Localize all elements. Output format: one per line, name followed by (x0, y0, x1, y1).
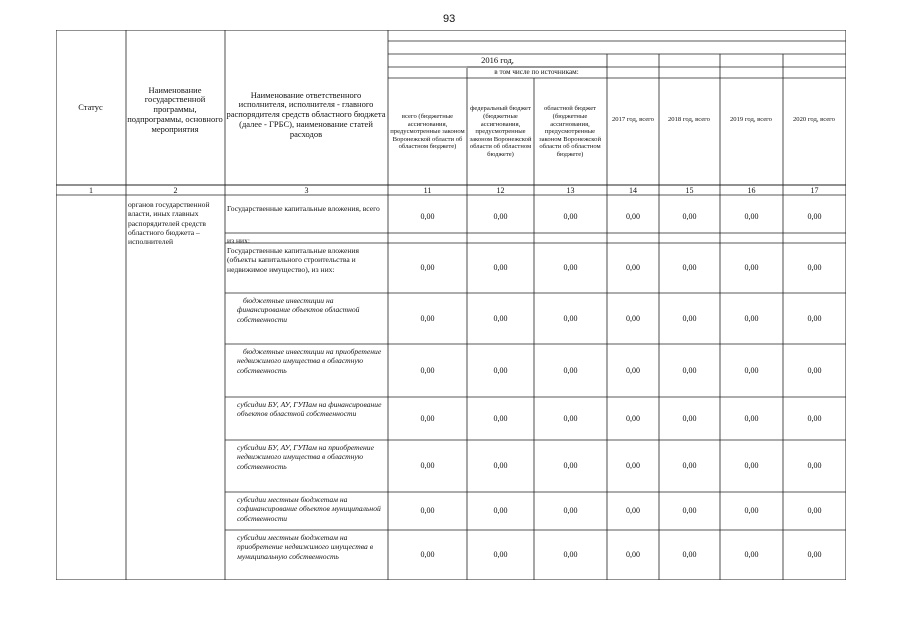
value-cell: 0,00 (807, 313, 822, 323)
value-cell: 0,00 (493, 461, 508, 471)
value-cell: 0,00 (807, 212, 822, 222)
value-cell: 0,00 (807, 461, 822, 471)
value-cell: 0,00 (420, 413, 435, 423)
value-cell: 0,00 (626, 550, 640, 560)
row-label: субсидии БУ, АУ, ГУПам на приобретение недвижимого имущества в областную собственность (237, 443, 374, 471)
column-number: 12 (496, 186, 505, 195)
budget-table (56, 30, 846, 580)
column-number: 16 (747, 186, 756, 195)
value-cell: 0,00 (493, 313, 508, 323)
value-cell: 0,00 (744, 313, 759, 323)
value-cell: 0,00 (420, 461, 435, 471)
executor-group-label: органов государственной власти, иных главных распорядителей средств областного бюджета – исполнителей (128, 200, 210, 246)
header-2020: 2020 год, всего (793, 116, 835, 124)
header-2018: 2018 год, всего (668, 116, 710, 124)
value-cell: 0,00 (744, 413, 759, 423)
column-number: 3 (304, 186, 309, 195)
column-number: 1 (89, 186, 93, 195)
value-cell: 0,00 (682, 550, 697, 560)
value-cell: 0,00 (626, 212, 640, 222)
header-2019: 2019 год, всего (730, 116, 772, 124)
value-cell: 0,00 (682, 313, 697, 323)
header-federal: федеральный бюджет (бюджетные ассигнования, предусмотренные законом Воронежской области об областном бюджете) (469, 105, 532, 158)
value-cell: 0,00 (493, 365, 508, 375)
value-cell: 0,00 (626, 506, 640, 516)
value-cell: 0,00 (626, 365, 640, 375)
column-number: 13 (566, 186, 575, 195)
header-2017: 2017 год, всего (612, 116, 654, 124)
row-label: бюджетные инвестиции на приобретение недвижимого имущества в областную собственность (237, 347, 382, 375)
value-cell: 0,00 (626, 313, 640, 323)
value-cell: 0,00 (807, 506, 822, 516)
row-label: бюджетные инвестиции на финансирование объектов областной собственности (237, 296, 360, 324)
header-regional: областной бюджет (бюджетные ассигнования, предусмотренные законом Воронежской области об областном бюджете) (538, 105, 602, 158)
header-status: Статус (78, 101, 103, 112)
value-cell: 0,00 (493, 212, 508, 222)
value-cell: 0,00 (420, 313, 435, 323)
value-cell: 0,00 (682, 365, 697, 375)
header-program: Наименование государственной программы, подпрограммы, основного мероприятия (127, 84, 223, 134)
value-cell: 0,00 (563, 263, 578, 273)
value-cell: 0,00 (420, 550, 435, 560)
value-cell: 0,00 (563, 365, 578, 375)
value-cell: 0,00 (744, 550, 759, 560)
column-number: 2 (173, 186, 178, 195)
value-cell: 0,00 (682, 413, 697, 423)
value-cell: 0,00 (682, 461, 697, 471)
value-cell: 0,00 (563, 212, 578, 222)
header-year-2016: 2016 год, (481, 55, 514, 66)
row-label: Государственные капитальные вложения (объекты капитального строительства и недвижимое имущество), из них: (227, 246, 359, 274)
value-cell: 0,00 (626, 413, 640, 423)
value-cell: 0,00 (626, 461, 640, 471)
value-cell: 0,00 (420, 212, 435, 222)
value-cell: 0,00 (682, 212, 697, 222)
header-total-2016: всего (бюджетные ассигнования, предусмотренные законом Воронежской области об областном бюджете) (390, 113, 465, 151)
value-cell: 0,00 (744, 212, 759, 222)
value-cell: 0,00 (682, 506, 697, 516)
value-cell: 0,00 (744, 263, 759, 273)
value-cell: 0,00 (563, 506, 578, 516)
row-label: субсидии местным бюджетам на приобретение недвижимого имущества в муниципальную собственность (237, 533, 374, 561)
column-number: 17 (810, 186, 819, 195)
value-cell: 0,00 (744, 461, 759, 471)
value-cell: 0,00 (626, 263, 640, 273)
column-number: 11 (423, 186, 432, 195)
header-incl-sources: в том числе по источникам: (494, 68, 579, 77)
row-label: субсидии местным бюджетам на софинансирование объектов муниципальной собственности (237, 495, 381, 523)
value-cell: 0,00 (563, 550, 578, 560)
value-cell: 0,00 (807, 413, 822, 423)
value-cell: 0,00 (493, 550, 508, 560)
value-cell: 0,00 (420, 263, 435, 273)
row-label: субсидии БУ, АУ, ГУПам на финансирование объектов областной собственности (237, 400, 382, 419)
value-cell: 0,00 (744, 506, 759, 516)
value-cell: 0,00 (493, 413, 508, 423)
value-cell: 0,00 (420, 365, 435, 375)
value-cell: 0,00 (807, 550, 822, 560)
value-cell: 0,00 (807, 365, 822, 375)
value-cell: 0,00 (420, 506, 435, 516)
row-label: Государственные капитальные вложения, всего (227, 204, 380, 213)
column-number: 14 (629, 186, 637, 195)
value-cell: 0,00 (744, 365, 759, 375)
value-cell: 0,00 (682, 263, 697, 273)
value-cell: 0,00 (563, 461, 578, 471)
value-cell: 0,00 (563, 413, 578, 423)
value-cell: 0,00 (493, 506, 508, 516)
row-label: из них: (227, 236, 250, 243)
header-executor: Наименование ответственного исполнителя, исполнителя - главного распорядителя средств областного бюджета (далее - ГРБС), наименование статей расходов (226, 89, 386, 139)
page-number: 93 (443, 13, 456, 25)
column-number: 15 (685, 186, 694, 195)
value-cell: 0,00 (563, 313, 578, 323)
value-cell: 0,00 (493, 263, 508, 273)
value-cell: 0,00 (807, 263, 822, 273)
